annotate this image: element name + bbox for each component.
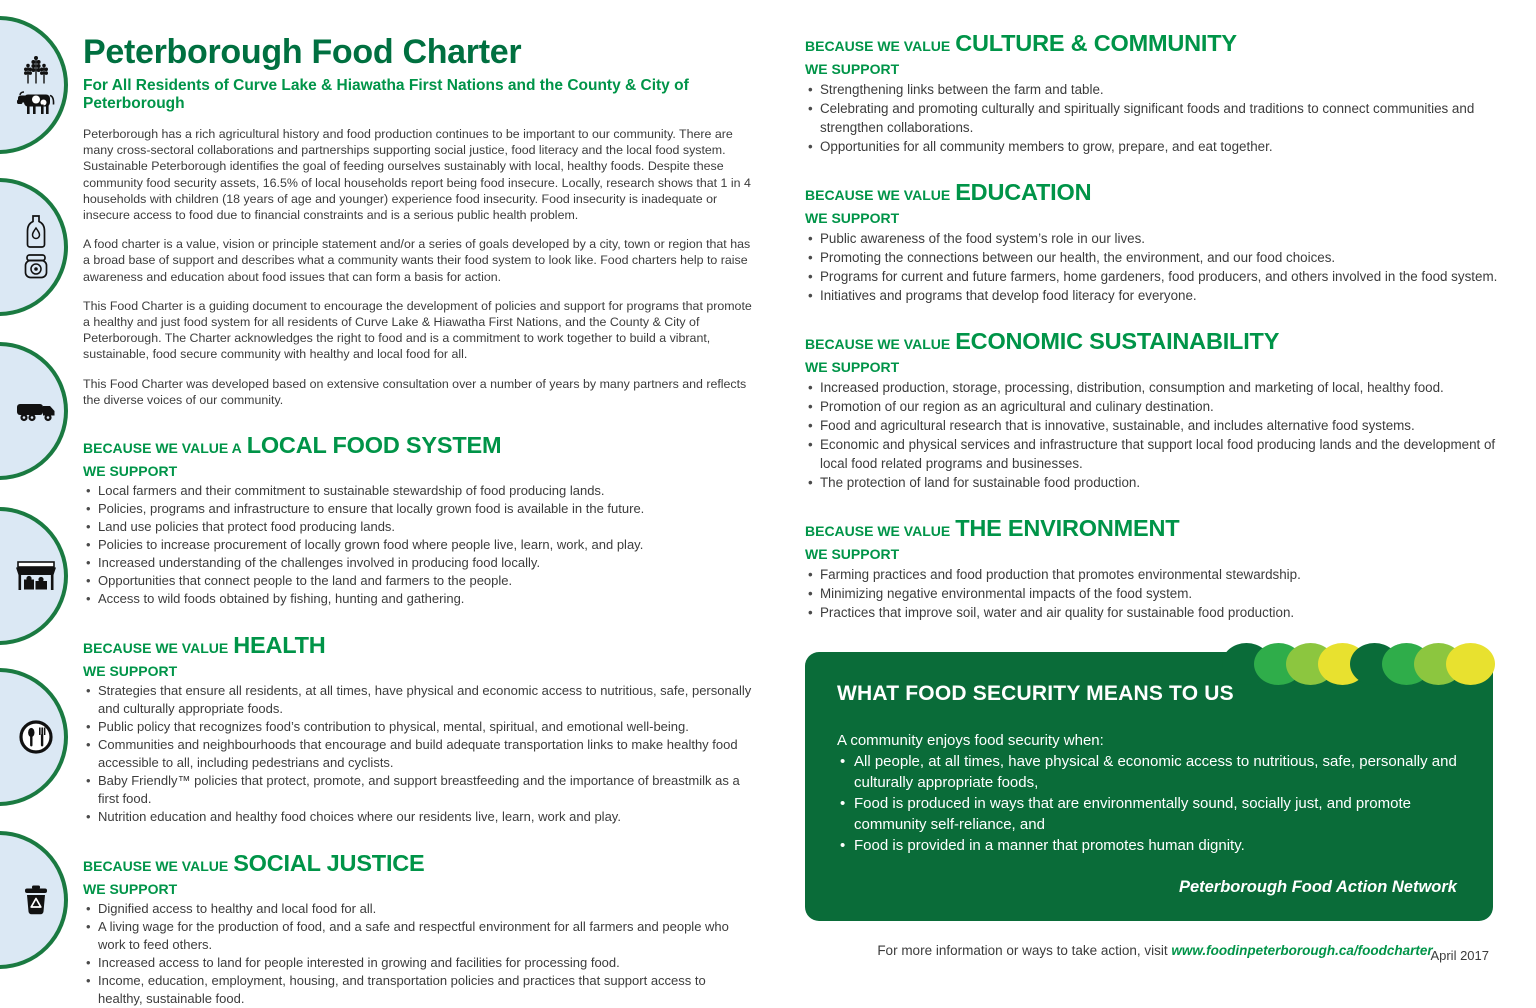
page-subtitle: For All Residents of Curve Lake & Hiawatha First Nations and the County & City of Peterborough bbox=[83, 77, 689, 112]
bullet-item: • Public awareness of the food system’s role in our lives. bbox=[805, 229, 1505, 248]
bullet-item: • Opportunities that connect people to the land and farmers to the people. bbox=[83, 572, 753, 590]
bullet-item: • Farming practices and food production that promotes environmental stewardship. bbox=[805, 565, 1505, 584]
bullet-item: • The protection of land for sustainable food production. bbox=[805, 473, 1505, 492]
scallop-circle bbox=[1446, 643, 1495, 685]
bullet-item: • Food and agricultural research that is innovative, sustainable, and includes alternative food systems. bbox=[805, 416, 1505, 435]
scallop-decoration bbox=[1239, 643, 1495, 685]
bullet-item: • Increased understanding of the challenges involved in producing food locally. bbox=[83, 554, 753, 572]
footer-link[interactable]: www.foodinpeterborough.ca/foodcharter bbox=[1171, 943, 1433, 958]
we-support-label: WE SUPPORT bbox=[805, 546, 900, 562]
bullet-item: • A living wage for the production of food, and a safe and respectful environment for all farmers and people who work to feed others. bbox=[83, 918, 753, 954]
section-social-justice bbox=[83, 850, 753, 1008]
plate-cutlery-icon bbox=[18, 719, 54, 755]
section-heading: BECAUSE WE VALUE HEALTH bbox=[83, 632, 326, 659]
oil-bottle-icon bbox=[25, 215, 47, 249]
we-support-label: WE SUPPORT bbox=[805, 359, 900, 375]
bullet-item: • Local farmers and their commitment to sustainable stewardship of food producing lands. bbox=[83, 482, 753, 500]
section-education bbox=[805, 179, 1505, 305]
footer-info bbox=[805, 943, 1505, 958]
bullet-item: • Programs for current and future farmers, home gardeners, food producers, and others involved in the food system. bbox=[805, 267, 1505, 286]
we-support-label: WE SUPPORT bbox=[805, 210, 900, 226]
sidebar-circle-market bbox=[0, 507, 68, 645]
bullet-list bbox=[83, 682, 753, 826]
sidebar-circle-distribution bbox=[0, 342, 68, 480]
bullet-item: • Opportunities for all community members to grow, prepare, and eat together. bbox=[805, 137, 1505, 156]
bullet-item: • Strategies that ensure all residents, at all times, have physical and economic access to nutritious, safe, personally and culturally appropriate foods. bbox=[83, 682, 753, 718]
bullet-item: • All people, at all times, have physical & economic access to nutritious, safe, personally and culturally appropriate foods, bbox=[837, 751, 1461, 793]
we-support-label: WE SUPPORT bbox=[83, 663, 178, 680]
date-note: April 2017 bbox=[1430, 948, 1489, 963]
we-support-label: WE SUPPORT bbox=[805, 61, 900, 77]
section-health bbox=[83, 632, 753, 826]
bullet-item: • Minimizing negative environmental impacts of the food system. bbox=[805, 584, 1505, 603]
bullet-item: • Policies, programs and infrastructure to ensure that locally grown food is available in the future. bbox=[83, 500, 753, 518]
intro-paragraph: This Food Charter was developed based on extensive consultation over a number of years by many partners and reflects the diverse voices of our community. bbox=[83, 376, 747, 407]
bullet-list bbox=[805, 80, 1505, 156]
food-security-intro: A community enjoys food security when: bbox=[837, 732, 1104, 749]
recycling-bin-icon bbox=[22, 885, 50, 915]
footer-info-text: For more information or ways to take action, visit bbox=[877, 943, 1172, 958]
page-title: Peterborough Food Charter bbox=[83, 33, 522, 71]
section-culture-community bbox=[805, 30, 1505, 156]
attribution: Peterborough Food Action Network bbox=[1178, 878, 1457, 896]
intro-paragraph: A food charter is a value, vision or principle statement and/or a series of goals developed by a city, town or region that has a broad base of support and describes what a community wants their food system to look like. Food charters help to raise awareness and education about food issues that can form a basis for action. bbox=[83, 237, 751, 284]
bullet-item: • Increased production, storage, processing, distribution, consumption and marketing of local, healthy food. bbox=[805, 378, 1505, 397]
bullet-item: • Communities and neighbourhoods that encourage and build adequate transportation links to make healthy food accessible to all, including pedestrians and cyclists. bbox=[83, 736, 753, 772]
bullet-item: • Dignified access to healthy and local food for all. bbox=[83, 900, 753, 918]
bullet-item: • Food is produced in ways that are environmentally sound, socially just, and promote community self-reliance, and bbox=[837, 793, 1461, 835]
section-heading: BECAUSE WE VALUE SOCIAL JUSTICE bbox=[83, 850, 425, 877]
bullet-item: • Promotion of our region as an agricultural and culinary destination. bbox=[805, 397, 1505, 416]
we-support-label: WE SUPPORT bbox=[83, 463, 178, 480]
bullet-list bbox=[83, 900, 753, 1008]
bullet-item: • Nutrition education and healthy food choices where our residents live, learn, work and play. bbox=[83, 808, 753, 826]
section-environment bbox=[805, 515, 1505, 622]
section-heading: BECAUSE WE VALUE CULTURE & COMMUNITY bbox=[805, 30, 1237, 56]
bullet-item: • Celebrating and promoting culturally and spiritually significant foods and traditions to connect communities and strengthen collaborations. bbox=[805, 99, 1505, 137]
section-heading: BECAUSE WE VALUE THE ENVIRONMENT bbox=[805, 515, 1180, 541]
bullet-item: • Income, education, employment, housing, and transportation policies and practices that support access to healthy, sustainable food. bbox=[83, 972, 753, 1008]
intro-paragraph: Peterborough has a rich agricultural history and food production continues to be important to our community. There are many cross-sectoral collaborations and partnerships supporting social justice, food literacy and the local food system. Sustainable Peterborough identifies the goal of feeding ourselves sustainably with local, healthy foods. Despite these community food security assets, 16.5% of local households report being food insecure. Locally, research shows that 1 in 4 households with children (18 years of age and younger) experience food insecurity. Food insecurity is inadequate or insecure access to food due to financial constraints and is a serious public health problem. bbox=[83, 127, 751, 223]
we-support-label: WE SUPPORT bbox=[83, 881, 178, 898]
right-column bbox=[805, 30, 1505, 958]
food-security-title: WHAT FOOD SECURITY MEANS TO US bbox=[837, 682, 1234, 705]
section-economic-sustainability bbox=[805, 328, 1505, 492]
food-security-box bbox=[805, 652, 1493, 921]
preserve-jar-icon bbox=[23, 254, 49, 280]
sidebar-circle-waste bbox=[0, 831, 68, 969]
truck-icon bbox=[16, 399, 56, 423]
bullet-item: • Access to wild foods obtained by fishing, hunting and gathering. bbox=[83, 590, 753, 608]
section-local-food-system bbox=[83, 432, 753, 608]
bullet-item: • Economic and physical services and infrastructure that support local food producing lands and the development of local food related programs and businesses. bbox=[805, 435, 1505, 473]
bullet-item: • Promoting the connections between our health, the environment, and our food choices. bbox=[805, 248, 1505, 267]
bullet-item: • Increased access to land for people interested in growing and facilities for processing food. bbox=[83, 954, 753, 972]
bullet-item: • Baby Friendly™ policies that protect, promote, and support breastfeeding and the importance of breastmilk as a first food. bbox=[83, 772, 753, 808]
bullet-item: • Strengthening links between the farm and table. bbox=[805, 80, 1505, 99]
section-heading: BECAUSE WE VALUE A LOCAL FOOD SYSTEM bbox=[83, 432, 502, 459]
sidebar-circle-farming bbox=[0, 16, 68, 154]
intro-paragraphs bbox=[83, 126, 753, 408]
wheat-icon bbox=[23, 55, 49, 85]
bullet-item: • Initiatives and programs that develop food literacy for everyone. bbox=[805, 286, 1505, 305]
bullet-list bbox=[805, 378, 1505, 492]
bullet-list bbox=[83, 482, 753, 608]
cow-icon bbox=[16, 90, 56, 116]
left-column bbox=[83, 33, 753, 1008]
section-heading: BECAUSE WE VALUE EDUCATION bbox=[805, 179, 1092, 205]
bullet-item: • Public policy that recognizes food’s contribution to physical, mental, spiritual, and emotional well-being. bbox=[83, 718, 753, 736]
bullet-list bbox=[805, 229, 1505, 305]
market-stand-icon bbox=[14, 561, 58, 591]
section-heading: BECAUSE WE VALUE ECONOMIC SUSTAINABILITY bbox=[805, 328, 1280, 354]
bullet-list bbox=[805, 565, 1505, 622]
sidebar-circle-eating bbox=[0, 668, 68, 806]
intro-paragraph: This Food Charter is a guiding document to encourage the development of policies and support for programs that promote a healthy and just food system for all residents of Curve Lake & Hiawatha First Nations, and the County & City of Peterborough. The Charter acknowledges the right to food and is a commitment to work together to build a vibrant, sustainable, food secure community with healthy and local food for all. bbox=[83, 298, 752, 362]
bullet-item: • Practices that improve soil, water and air quality for sustainable food production. bbox=[805, 603, 1505, 622]
bullet-item: • Food is provided in a manner that promotes human dignity. bbox=[837, 835, 1461, 856]
bullet-item: • Land use policies that protect food producing lands. bbox=[83, 518, 753, 536]
sidebar-circle-processing bbox=[0, 178, 68, 316]
bullet-item: • Policies to increase procurement of locally grown food where people live, learn, work, and play. bbox=[83, 536, 753, 554]
bullet-list bbox=[837, 751, 1461, 856]
